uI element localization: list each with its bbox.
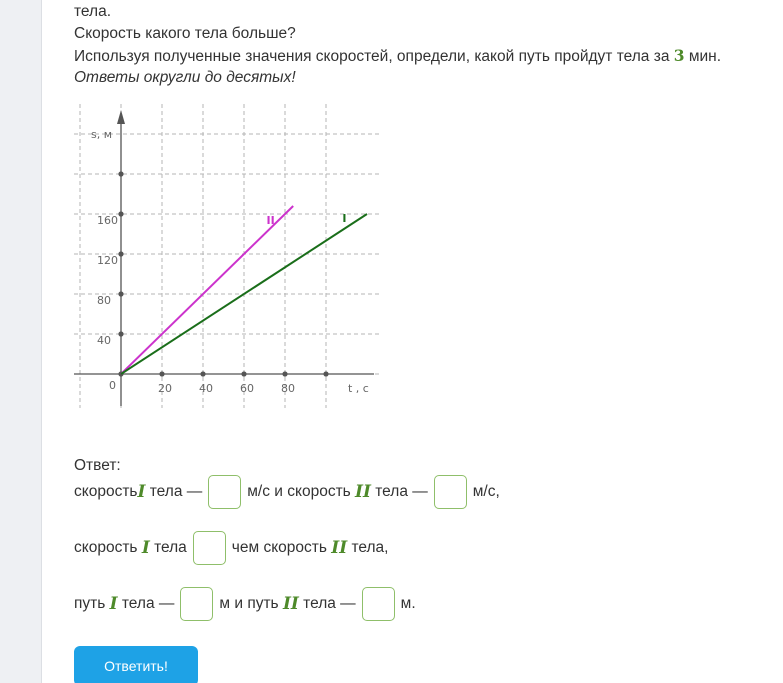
distance-time-graph xyxy=(74,100,384,410)
text-instruction-number: 3 xyxy=(673,46,685,65)
y-tick-label: 40 xyxy=(97,334,111,347)
x-tick-label: 20 xyxy=(158,382,172,395)
answer-title: Ответ: xyxy=(74,457,121,474)
answer-text: тела — xyxy=(370,483,428,500)
answer-text: чем скорость xyxy=(231,539,332,556)
answer-text: м/с, xyxy=(472,483,500,500)
y-axis-dot xyxy=(118,171,123,176)
answer-text: тела — xyxy=(117,595,175,612)
answer-text: м/с и скорость xyxy=(247,483,356,500)
answer-text: скорость xyxy=(74,483,138,500)
x-tick-label: 40 xyxy=(199,382,213,395)
answer-text: тела — xyxy=(145,483,203,500)
answer-text: тела — xyxy=(298,595,356,612)
y-axis-arrow-icon xyxy=(117,110,125,124)
left-sidebar-strip xyxy=(0,0,42,683)
answer-text: м. xyxy=(400,595,416,612)
distance-I-input[interactable] xyxy=(180,587,213,621)
answer-text: тела xyxy=(149,539,187,556)
answer-text: путь xyxy=(74,595,110,612)
y-tick-label: 160 xyxy=(97,214,118,227)
roman-numeral-II: II xyxy=(355,482,371,502)
y-axis-dot xyxy=(118,291,123,296)
submit-button[interactable]: Ответить! xyxy=(74,646,198,683)
x-axis-dot xyxy=(282,371,287,376)
text-instruction xyxy=(74,45,721,68)
answer-text: м и путь xyxy=(219,595,283,612)
text-question: Скорость какого тела больше? xyxy=(74,25,296,42)
y-axis-dot xyxy=(118,331,123,336)
series-label-I: I xyxy=(342,212,347,225)
text-instruction-a: Используя полученные значения скоростей, определи, какой путь пройдут тела за xyxy=(74,48,674,65)
series-label-II: II xyxy=(266,214,275,227)
y-axis-dot xyxy=(118,251,123,256)
roman-numeral-I: I xyxy=(141,538,150,558)
answer-text: тела, xyxy=(347,539,389,556)
speed-I-input[interactable] xyxy=(208,475,241,509)
x-tick-label: 80 xyxy=(281,382,295,395)
x-axis-dot xyxy=(241,371,246,376)
y-axis-label: s, м xyxy=(91,128,113,141)
x-axis-label: t , c xyxy=(348,382,369,395)
answer-row-comparison xyxy=(74,531,388,565)
x-axis-dot xyxy=(323,371,328,376)
x-tick-label: 0 xyxy=(109,379,116,392)
text-instruction-b: мин. xyxy=(684,48,722,65)
roman-numeral-I: I xyxy=(109,594,118,614)
text-rounding-note: Ответы округли до десятых! xyxy=(74,69,296,86)
answer-text: скорость xyxy=(74,539,142,556)
distance-II-input[interactable] xyxy=(362,587,395,621)
x-axis-dot xyxy=(159,371,164,376)
y-tick-label: 80 xyxy=(97,294,111,307)
speed-II-input[interactable] xyxy=(434,475,467,509)
roman-numeral-II: II xyxy=(331,538,348,558)
x-axis-dot xyxy=(200,371,205,376)
roman-numeral-I: I xyxy=(137,482,146,502)
x-tick-label: 60 xyxy=(240,382,254,395)
series-line-II xyxy=(121,206,293,374)
text-line-1: тела. xyxy=(74,3,112,20)
y-axis-dot xyxy=(118,211,123,216)
answer-row-distances xyxy=(74,587,416,621)
comparison-input[interactable] xyxy=(193,531,226,565)
y-tick-label: 120 xyxy=(97,254,118,267)
roman-numeral-II: II xyxy=(282,594,299,614)
answer-row-speeds xyxy=(74,475,500,509)
